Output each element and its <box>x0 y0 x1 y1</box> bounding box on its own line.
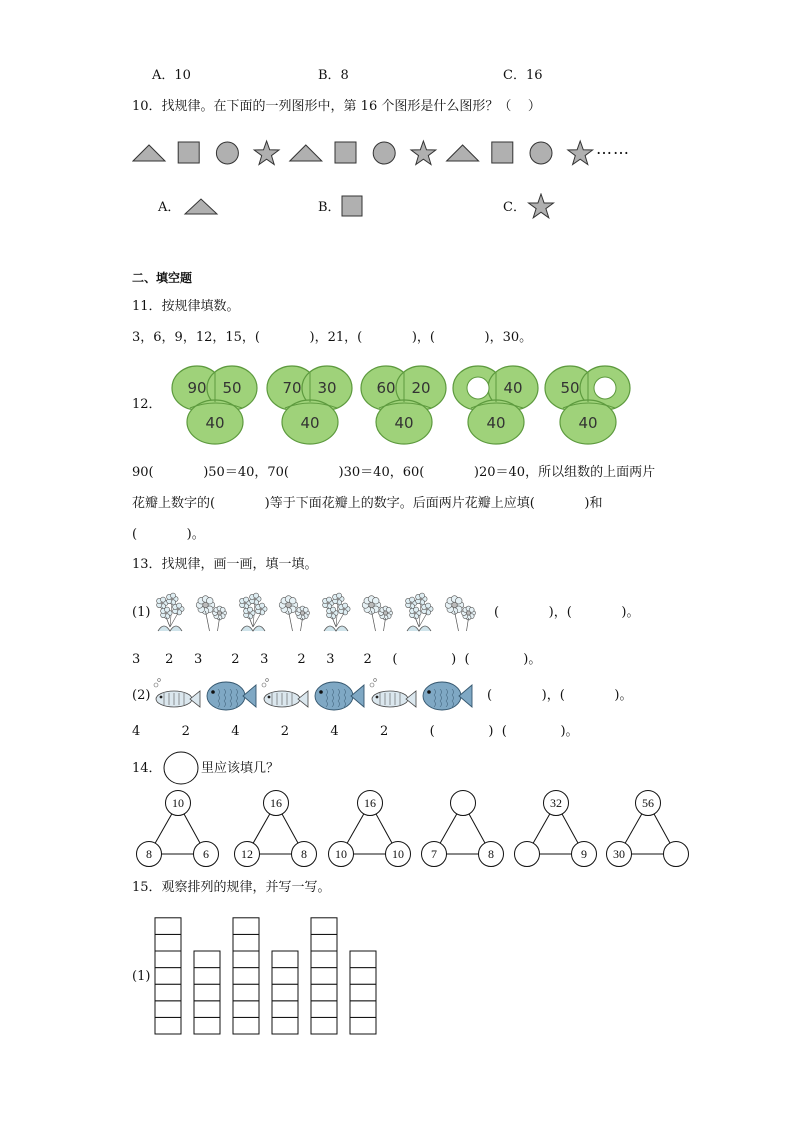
block-cell <box>233 934 259 951</box>
clover-shape <box>267 366 352 444</box>
clover-shape <box>361 366 446 444</box>
q14-triangle-row <box>130 786 690 870</box>
q13-part1-numbers: 3 2 3 2 3 2 3 2 ( ) ( )。 <box>132 652 542 667</box>
q15-question: 15．观察排列的规律，并写一写。 <box>132 880 331 895</box>
square-icon <box>492 142 513 163</box>
clover-right-number: 40 <box>503 379 523 397</box>
block-cell <box>311 934 337 951</box>
clover-bottom-number: 40 <box>486 414 506 432</box>
q12-label: 12． <box>132 397 162 412</box>
circle-icon <box>216 142 238 164</box>
flower-sequence <box>150 591 500 633</box>
number-triangle <box>515 791 597 867</box>
block-cell <box>155 918 181 935</box>
block-cell <box>155 1017 181 1034</box>
clover-right-number: 30 <box>317 379 337 397</box>
q13-part2-blanks: ( )，( )。 <box>487 688 633 703</box>
flower-bunch-icon <box>323 593 351 631</box>
blank-circle-icon <box>162 750 200 786</box>
triangle-top-number: 16 <box>364 796 376 810</box>
clover-left-number: 90 <box>187 379 207 397</box>
q10-option-a: A． <box>158 200 181 215</box>
small-fish-icon <box>370 679 416 707</box>
number-triangle <box>329 791 411 867</box>
flower-bunch-icon <box>240 593 268 631</box>
block-cell <box>233 984 259 1001</box>
triangle-icon <box>447 145 479 161</box>
block-cell <box>155 968 181 985</box>
block-column <box>194 951 220 1034</box>
block-cell <box>350 968 376 985</box>
triangle-icon <box>183 196 219 216</box>
triangle-left-number: 10 <box>335 847 347 861</box>
q10-question: 10．找规律。在下面的一列图形中，第 16 个图形是什么图形？（ ） <box>132 99 541 114</box>
star-icon <box>568 141 593 165</box>
block-cell <box>233 951 259 968</box>
triangle-top-number: 16 <box>270 796 282 810</box>
q13-part1-blanks: ( )，( )。 <box>494 605 640 620</box>
flower-single-icon <box>279 596 309 631</box>
star-icon <box>411 141 436 165</box>
triangle-right-number: 6 <box>203 847 209 861</box>
block-column <box>350 951 376 1034</box>
clover-shape <box>545 366 630 444</box>
number-triangle <box>607 791 689 867</box>
block-column <box>272 951 298 1034</box>
block-cell <box>272 951 298 968</box>
clover-shape <box>453 366 538 444</box>
q14-label: 14． <box>132 761 162 776</box>
star-icon <box>254 141 279 165</box>
triangle-right-number: 10 <box>392 847 404 861</box>
q10-option-b: B． <box>318 200 341 215</box>
block-cell <box>233 1001 259 1018</box>
q9-option-c: C．16 <box>503 68 543 83</box>
block-cell <box>272 968 298 985</box>
block-cell <box>311 1001 337 1018</box>
flower-single-icon <box>196 596 226 631</box>
clover-bottom-number: 40 <box>578 414 598 432</box>
block-cell <box>194 984 220 1001</box>
triangle-right-circle <box>664 842 689 867</box>
clover-bottom-number: 40 <box>394 414 414 432</box>
clover-right-number: 50 <box>222 379 242 397</box>
block-cell <box>350 1017 376 1034</box>
small-fish-icon <box>262 679 308 707</box>
square-icon <box>341 195 363 217</box>
clover-left-number: 50 <box>560 379 580 397</box>
q10-shape-sequence <box>132 136 652 170</box>
block-cell <box>194 1017 220 1034</box>
block-cell <box>155 1001 181 1018</box>
clover-shape <box>172 366 257 444</box>
star-icon <box>527 193 555 221</box>
q11-number-sequence: 3，6，9，12，15，( )，21，( )，( )，30。 <box>132 330 533 345</box>
circle-icon <box>373 142 395 164</box>
fish-sequence <box>150 677 490 715</box>
q12-line1: 90( )50＝40，70( )30＝40，60( )20＝40，所以组数的上面两片 <box>132 465 656 480</box>
big-fish-icon <box>315 682 364 710</box>
square-icon <box>335 142 356 163</box>
block-cell <box>194 1001 220 1018</box>
blank-petal-circle <box>594 377 616 399</box>
block-cell <box>272 984 298 1001</box>
block-cell <box>272 1017 298 1034</box>
flower-single-icon <box>445 596 475 631</box>
triangle-left-number: 8 <box>146 847 152 861</box>
block-column <box>311 918 337 1034</box>
block-column <box>233 918 259 1034</box>
triangle-right-number: 8 <box>488 847 494 861</box>
block-cell <box>233 968 259 985</box>
q12-line2: 花瓣上数字的( )等于下面花瓣上的数字。后面两片花瓣上应填( )和 <box>132 496 603 511</box>
triangle-left-number: 30 <box>613 847 625 861</box>
square-icon <box>178 142 199 163</box>
triangle-top-number: 32 <box>550 796 562 810</box>
block-cell <box>350 984 376 1001</box>
q13-part2-numbers: 4 2 4 2 4 2 ( ) ( )。 <box>132 724 579 739</box>
block-cell <box>311 1017 337 1034</box>
clover-bottom-number: 40 <box>205 414 225 432</box>
q12-clover-row <box>170 362 640 448</box>
clover-left-number: 70 <box>282 379 302 397</box>
block-cell <box>311 918 337 935</box>
clover-left-number: 60 <box>376 379 396 397</box>
block-cell <box>155 934 181 951</box>
block-cell <box>155 984 181 1001</box>
flower-single-icon <box>362 596 392 631</box>
triangle-right-number: 9 <box>581 847 587 861</box>
flower-bunch-icon <box>406 593 434 631</box>
triangle-top-number: 10 <box>172 796 184 810</box>
triangle-left-circle <box>515 842 540 867</box>
triangle-left-number: 12 <box>241 847 253 861</box>
block-cell <box>311 951 337 968</box>
block-cell <box>272 1001 298 1018</box>
block-cell <box>350 951 376 968</box>
q13-part1-label: (1) <box>132 605 151 620</box>
block-cell <box>233 1017 259 1034</box>
big-fish-icon <box>423 682 472 710</box>
triangle-icon <box>290 145 322 161</box>
small-fish-icon <box>154 679 200 707</box>
triangle-top-circle <box>451 791 476 816</box>
triangle-left-number: 7 <box>431 847 437 861</box>
big-fish-icon <box>207 682 256 710</box>
q15-part1-label: (1) <box>132 969 151 984</box>
q11-question: 11．按规律填数。 <box>132 299 240 314</box>
block-cell <box>311 968 337 985</box>
block-cell <box>194 951 220 968</box>
q14-question: 里应该填几？ <box>201 761 280 776</box>
block-column <box>155 918 181 1034</box>
flower-bunch-icon <box>157 593 185 631</box>
q12-line3: ( )。 <box>132 527 205 542</box>
block-cell <box>233 918 259 935</box>
block-cell <box>311 984 337 1001</box>
number-triangle <box>422 791 504 867</box>
q9-option-b: B．8 <box>318 68 349 83</box>
blank-petal-circle <box>467 377 489 399</box>
number-triangle <box>235 791 317 867</box>
q10-ellipsis: …… <box>596 139 630 158</box>
triangle-icon <box>133 145 165 161</box>
q15-block-columns <box>154 914 384 1036</box>
block-cell <box>350 1001 376 1018</box>
q13-part2-label: (2) <box>132 688 151 703</box>
clover-bottom-number: 40 <box>300 414 320 432</box>
q9-option-a: A．10 <box>152 68 191 83</box>
block-cell <box>194 968 220 985</box>
number-triangle <box>137 791 219 867</box>
block-cell <box>155 951 181 968</box>
circle-icon <box>530 142 552 164</box>
clover-right-number: 20 <box>411 379 431 397</box>
triangle-right-number: 8 <box>301 847 307 861</box>
triangle-top-number: 56 <box>642 796 654 810</box>
q10-option-c: C． <box>503 200 526 215</box>
section-title: 二、填空题 <box>132 271 193 285</box>
q13-question: 13．找规律，画一画，填一填。 <box>132 557 318 572</box>
